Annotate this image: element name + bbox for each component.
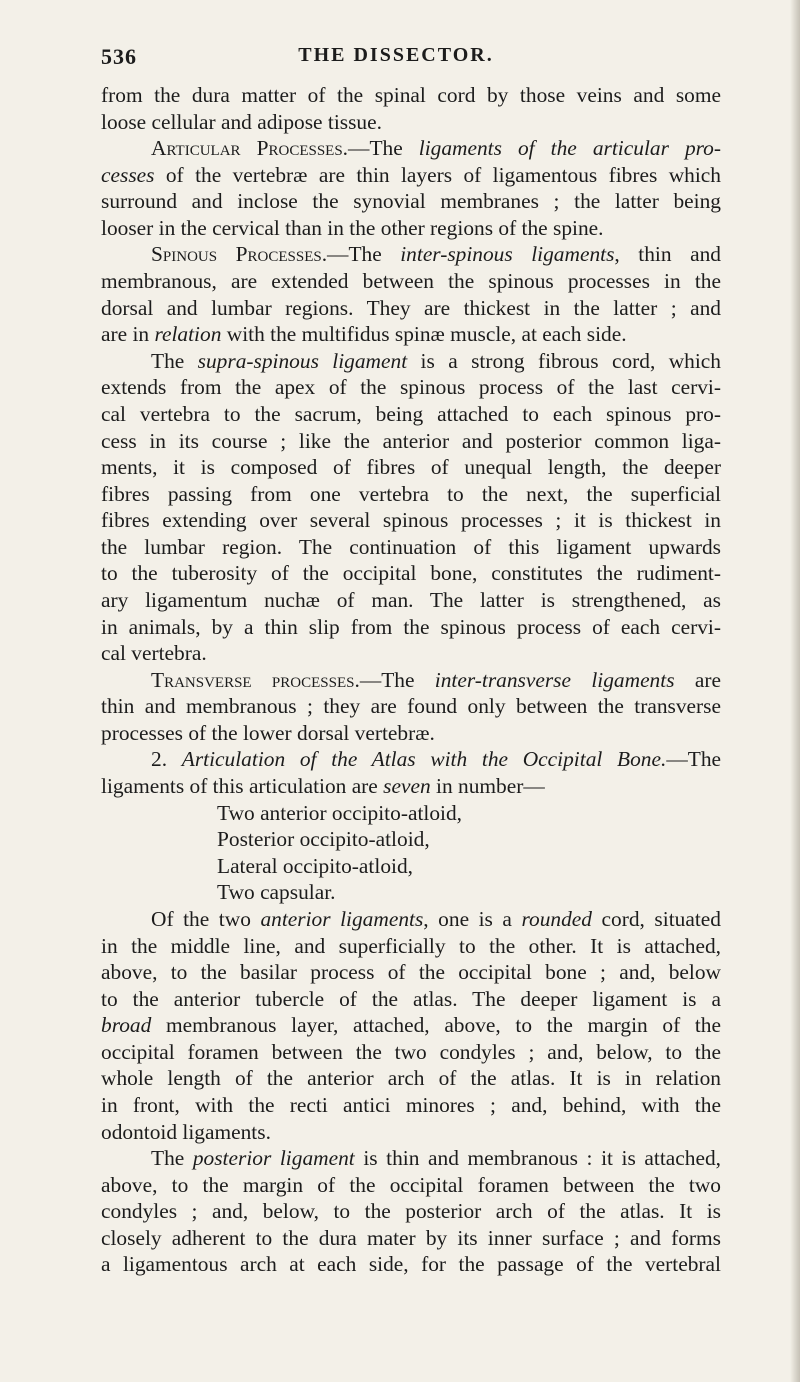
paragraph-supra-spinous: The supra-spinous ligament is a strong fibrous cord, which [151,348,721,373]
ligament-list-item: Two capsular. [217,880,336,905]
text-line: loose cellular and adipose tissue. [101,109,382,134]
text-line: dorsal and lumbar regions. They are thickest in the latter ; and [101,295,721,320]
ligament-list-item: Lateral occipito-atloid, [217,853,413,878]
text-line: closely adherent to the dura mater by its inner surface ; and forms [101,1225,721,1250]
text-line: above, to the basilar process of the occipital bone ; and, below [101,960,721,985]
body-text [101,82,721,1278]
text-line: in the middle line, and superficially to the other. It is attached, [101,933,721,958]
text-line: thin and membranous ; they are found only between the transverse [101,694,721,719]
text-line: in front, with the recti antici minores ; and, behind, with the [101,1092,721,1117]
text-line: to the anterior tubercle of the atlas. The deeper ligament is a [101,986,721,1011]
text-line: fibres extending over several spinous processes ; it is thickest in [101,508,721,533]
text-line: cess in its course ; like the anterior and posterior common liga- [101,428,721,453]
paragraph-anterior-ligaments: Of the two anterior ligaments, one is a rounded cord, situated [151,906,721,931]
text-line: ments, it is composed of fibres of unequal length, the deeper [101,455,721,480]
page-edge-shadow [790,0,800,1382]
text-line: cal vertebra. [101,641,207,666]
text-line: odontoid ligaments. [101,1119,271,1144]
page-header [101,44,691,74]
page-number: 536 [101,44,137,69]
text-line: are in relation with the multifidus spinæ muscle, at each side. [101,322,627,347]
text-line: a ligamentous arch at each side, for the passage of the vertebral [101,1252,721,1277]
text-line: occipital foramen between the two condyles ; and, below, to the [101,1039,721,1064]
paragraph-transverse-processes: Transverse processes.—The inter-transverse ligaments are [151,667,721,692]
section-atlas-occipital: 2. Articulation of the Atlas with the Occipital Bone.—The [151,747,721,772]
text-line: in animals, by a thin slip from the spinous process of each cervi- [101,614,721,639]
text-line: surround and inclose the synovial membranes ; the latter being [101,189,721,214]
text-line: fibres passing from one vertebra to the next, the superficial [101,481,721,506]
text-line: ary ligamentum nuchæ of man. The latter is strengthened, as [101,587,721,612]
text-line: cal vertebra to the sacrum, being attached to each spinous pro- [101,401,721,426]
text-line: the lumbar region. The continuation of this ligament upwards [101,534,721,559]
text-line: membranous, are extended between the spinous processes in the [101,269,721,294]
text-line: whole length of the anterior arch of the atlas. It is in relation [101,1066,721,1091]
text-line: extends from the apex of the spinous process of the last cervi- [101,375,721,400]
text-line: processes of the lower dorsal vertebræ. [101,720,435,745]
paragraph-articular-processes: Articular Processes.—The ligaments of the articular pro- [151,136,721,161]
text-line: ligaments of this articulation are seven in number— [101,774,545,799]
text-line: condyles ; and, below, to the posterior arch of the atlas. It is [101,1199,721,1224]
text-line: cesses of the vertebræ are thin layers of ligamentous fibres which [101,162,721,187]
ligament-list-item: Two anterior occipito-atloid, [217,800,463,825]
text-line: to the tuberosity of the occipital bone, constitutes the rudiment- [101,561,721,586]
paragraph-posterior-ligament: The posterior ligament is thin and membranous : it is attached, [151,1146,721,1171]
running-title: THE DISSECTOR. [298,44,494,66]
text-line: from the dura matter of the spinal cord by those veins and some [101,83,721,107]
text-line: looser in the cervical than in the other regions of the spine. [101,215,604,240]
paragraph-spinous-processes: Spinous Processes.—The inter-spinous ligaments, thin and [151,242,721,267]
text-line: above, to the margin of the occipital foramen between the two [101,1172,721,1197]
ligament-list-item: Posterior occipito-atloid, [217,827,430,852]
text-line: broad membranous layer, attached, above, to the margin of the [101,1013,721,1038]
